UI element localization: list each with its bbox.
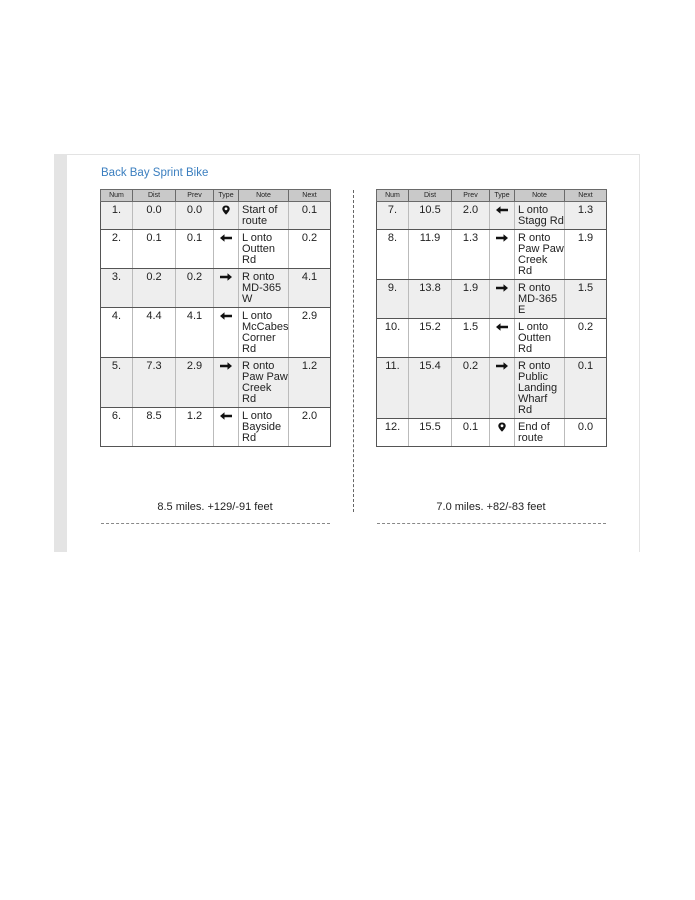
cue-table-right — [376, 189, 607, 447]
cue-dist: 0.1 — [133, 230, 176, 269]
header-num: Num — [377, 190, 409, 202]
header-next: Next — [289, 190, 331, 202]
header-type: Type — [214, 190, 239, 202]
cue-row — [101, 358, 331, 408]
cue-row — [377, 358, 607, 419]
cue-next: 1.3 — [565, 202, 607, 230]
cue-type — [490, 202, 515, 230]
cue-type — [490, 419, 515, 447]
header-dist: Dist — [409, 190, 452, 202]
table-header-row — [377, 190, 607, 202]
cue-type — [214, 269, 239, 308]
arrow-right-icon — [495, 283, 509, 293]
cue-prev: 1.3 — [452, 230, 490, 280]
cue-note: L onto Bayside Rd — [239, 408, 289, 447]
cue-table-left — [100, 189, 331, 447]
cue-prev: 0.0 — [176, 202, 214, 230]
cut-line-left — [101, 523, 330, 524]
cue-next: 1.2 — [289, 358, 331, 408]
cue-row — [101, 308, 331, 358]
summary-left: 8.5 miles. +129/-91 feet — [157, 501, 273, 513]
cue-next: 0.0 — [565, 419, 607, 447]
arrow-left-icon — [219, 233, 233, 243]
cue-num: 6. — [101, 408, 133, 447]
arrow-right-icon — [495, 361, 509, 371]
cue-row — [377, 202, 607, 230]
arrow-right-icon — [495, 233, 509, 243]
cue-prev: 0.1 — [452, 419, 490, 447]
cue-type — [214, 408, 239, 447]
cue-note: R onto MD-365 E — [515, 280, 565, 319]
cue-dist: 15.5 — [409, 419, 452, 447]
cue-row — [377, 280, 607, 319]
arrow-left-icon — [219, 311, 233, 321]
cue-next: 0.1 — [289, 202, 331, 230]
cue-note: End of route — [515, 419, 565, 447]
arrow-right-icon — [219, 361, 233, 371]
cue-row — [377, 230, 607, 280]
cue-type — [490, 358, 515, 419]
cue-next: 1.5 — [565, 280, 607, 319]
cue-row — [101, 230, 331, 269]
cue-prev: 0.1 — [176, 230, 214, 269]
cue-dist: 0.0 — [133, 202, 176, 230]
cue-type — [214, 230, 239, 269]
cue-next: 4.1 — [289, 269, 331, 308]
cue-dist: 11.9 — [409, 230, 452, 280]
cue-type — [490, 280, 515, 319]
cue-type — [490, 230, 515, 280]
cue-type — [214, 308, 239, 358]
header-next: Next — [565, 190, 607, 202]
cue-dist: 8.5 — [133, 408, 176, 447]
cue-num: 1. — [101, 202, 133, 230]
cue-note: L onto Outten Rd — [239, 230, 289, 269]
cue-next: 2.0 — [289, 408, 331, 447]
map-pin-icon — [219, 205, 233, 215]
cue-num: 5. — [101, 358, 133, 408]
cue-prev: 0.2 — [452, 358, 490, 419]
cue-row — [377, 319, 607, 358]
cue-dist: 4.4 — [133, 308, 176, 358]
cue-next: 2.9 — [289, 308, 331, 358]
cue-prev: 4.1 — [176, 308, 214, 358]
cue-row — [101, 408, 331, 447]
cue-num: 9. — [377, 280, 409, 319]
header-note: Note — [239, 190, 289, 202]
cue-next: 1.9 — [565, 230, 607, 280]
header-num: Num — [101, 190, 133, 202]
header-prev: Prev — [452, 190, 490, 202]
cue-num: 4. — [101, 308, 133, 358]
cue-row — [101, 202, 331, 230]
cue-num: 7. — [377, 202, 409, 230]
cue-note: R onto Paw Paw Creek Rd — [515, 230, 565, 280]
cue-next: 0.1 — [565, 358, 607, 419]
cue-num: 8. — [377, 230, 409, 280]
cue-prev: 1.2 — [176, 408, 214, 447]
cue-note: R onto Public Landing Wharf Rd — [515, 358, 565, 419]
cue-note: L onto Stagg Rd — [515, 202, 565, 230]
summary-right: 7.0 miles. +82/-83 feet — [436, 501, 546, 513]
arrow-right-icon — [219, 272, 233, 282]
cue-note: R onto Paw Paw Creek Rd — [239, 358, 289, 408]
cue-dist: 15.4 — [409, 358, 452, 419]
cue-row — [101, 269, 331, 308]
cue-note: Start of route — [239, 202, 289, 230]
cue-type — [214, 358, 239, 408]
cue-next: 0.2 — [565, 319, 607, 358]
cue-num: 10. — [377, 319, 409, 358]
cue-prev: 2.0 — [452, 202, 490, 230]
cue-num: 2. — [101, 230, 133, 269]
arrow-left-icon — [219, 411, 233, 421]
cue-dist: 13.8 — [409, 280, 452, 319]
arrow-left-icon — [495, 322, 509, 332]
cue-prev: 1.5 — [452, 319, 490, 358]
cue-row — [377, 419, 607, 447]
cue-prev: 2.9 — [176, 358, 214, 408]
cue-num: 3. — [101, 269, 133, 308]
cue-dist: 15.2 — [409, 319, 452, 358]
cue-next: 0.2 — [289, 230, 331, 269]
cue-prev: 0.2 — [176, 269, 214, 308]
cue-num: 12. — [377, 419, 409, 447]
header-note: Note — [515, 190, 565, 202]
header-dist: Dist — [133, 190, 176, 202]
cue-dist: 0.2 — [133, 269, 176, 308]
cue-note: R onto MD-365 W — [239, 269, 289, 308]
table-header-row — [101, 190, 331, 202]
card-left-bar — [54, 154, 67, 552]
map-pin-icon — [495, 422, 509, 432]
cue-num: 11. — [377, 358, 409, 419]
route-title: Back Bay Sprint Bike — [101, 167, 209, 179]
cue-dist: 10.5 — [409, 202, 452, 230]
cue-type — [490, 319, 515, 358]
cue-note: L onto McCabes Corner Rd — [239, 308, 289, 358]
cue-prev: 1.9 — [452, 280, 490, 319]
header-prev: Prev — [176, 190, 214, 202]
column-divider — [353, 190, 354, 512]
cut-line-right — [377, 523, 606, 524]
cue-dist: 7.3 — [133, 358, 176, 408]
arrow-left-icon — [495, 205, 509, 215]
header-type: Type — [490, 190, 515, 202]
cue-type — [214, 202, 239, 230]
cue-note: L onto Outten Rd — [515, 319, 565, 358]
